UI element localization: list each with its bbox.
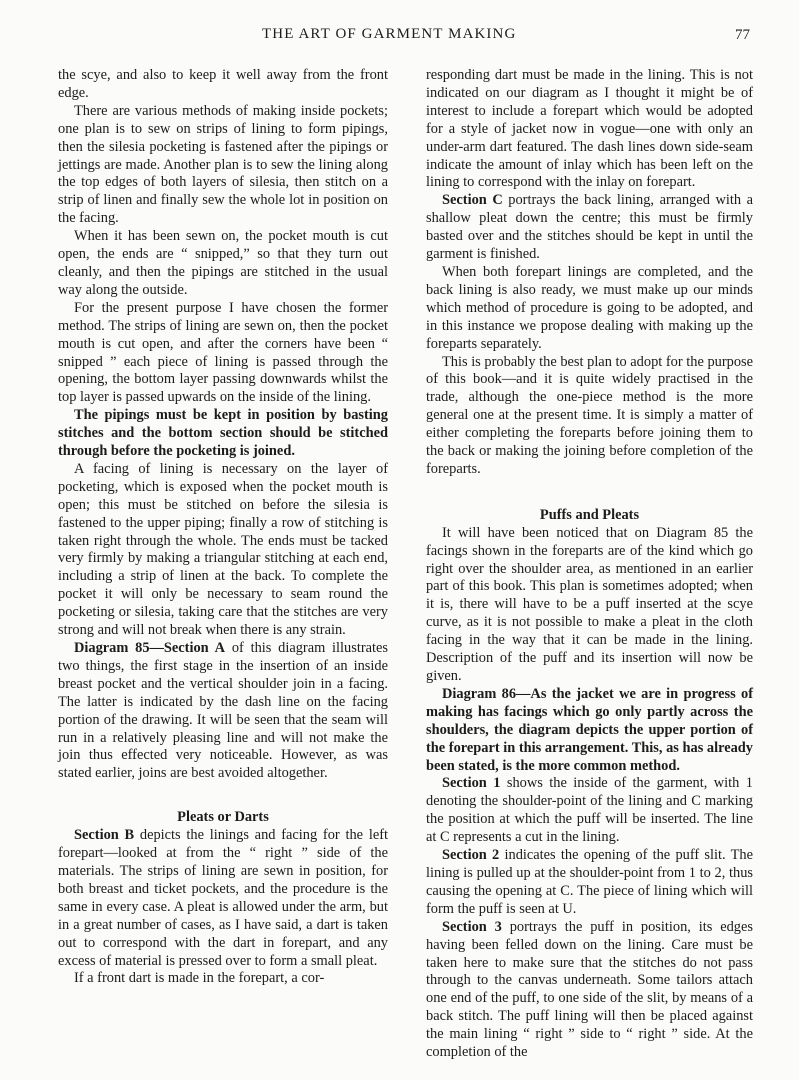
paragraph: A facing of lining is necessary on the layer of pocketing, which is exposed when the pocket mouth is open; this must be stitched on before the silesia is fastened to the upper piping; finally a row of stitching is taken right through the whole. The ends must be tacked very firmly by making a triangular stitching at each end, including a strip of linen at the back. To complete the pocket it will only be necessary to seam round the pocketing or silesia, taking care that the stitches are very strong and will not break when there is any strain. — [58, 460, 388, 639]
right-column — [426, 67, 753, 1062]
paragraph: If a front dart is made in the forepart, a cor- — [74, 970, 325, 987]
section-heading: Pleats or Darts — [177, 809, 269, 826]
paragraph-body: depicts the linings and facing for the left forepart—looked at from the “ right ” side of the materials. The strips of lining are sewn in position, for both breast and ticket pockets, and the procedure is the same in every case. A pleat is allowed under the arm, but in a great number of cases, as I have said, a dart is taken out to correspond with the dart in forepart, and any excess of material is pressed over to form a small pleat. — [58, 827, 388, 969]
paragraph-lead: Section C — [442, 192, 503, 209]
paragraph: There are various methods of making inside pockets; one plan is to sew on strips of lining to form pipings, then the silesia pocketing is fastened after the pipings or jettings are made. Another plan is to sew the lining along the top edges of both layers of silesia, then stitch on a strip of linen and finally sew the whole lot in position on the facing. — [58, 102, 388, 227]
paragraph-lead: Section 1 — [442, 775, 501, 792]
paragraph — [426, 775, 753, 847]
bold-paragraph: Diagram 86—As the jacket we are in progress of making has facings which go only partly across the shoulders, the diagram depicts the upper portion of the forepart in this arrangement. This, as has already been stated, is the more common method. — [426, 685, 753, 774]
paragraph-lead: Section B — [74, 827, 135, 844]
paragraph — [426, 919, 753, 1062]
paragraph: This is probably the best plan to adopt for the purpose of this book—and it is quite widely practised in the trade, although the one-piece method is the more general one at the present time. It is simply a matter of either completing the foreparts before joining them to the back or making the joining before completion of the foreparts. — [426, 353, 753, 477]
paragraph — [426, 192, 753, 264]
left-column — [58, 67, 388, 988]
bold-paragraph: The pipings must be kept in position by basting stitches and the bottom section should be stitched through before the pocketing is joined. — [58, 407, 388, 460]
paragraph-body: portrays the puff in position, its edges having been felled down on the lining. Care must be taken here to make sure that the stitches do not pass through to the canvas underneath. Some tailors attach one end of the puff, to one side of the slit, by means of a back stitch. The puff lining will then be placed against the main lining “ right ” side to “ right ” side. At the completion of the — [426, 918, 753, 1061]
paragraph: When it has been sewn on, the pocket mouth is cut open, the ends are “ snipped,” so that they turn out cleanly, and then the pipings are stitched in the usual way along the outside. — [58, 228, 388, 298]
paragraph: It will have been noticed that on Diagram 85 the facings shown in the foreparts are of the kind which go right over the shoulder area, as mentioned in an earlier part of this book. This plan is sometimes adopted; when it is, there will have to be a puff inserted at the scye curve, as it is not possible to make a pleat in the cloth facing in the way that it can be made in the lining. Description of the puff and its insertion will now be given. — [426, 524, 753, 684]
paragraph: When both forepart linings are completed, and the back lining is also ready, we must make up our minds which method of procedure is going to be adopted, and in this instance we propose dealing with making up the foreparts separately. — [426, 263, 753, 352]
paragraph-body: of this diagram illustrates two things, the first stage in the insertion of an inside breast pocket and the vertical shoulder join in a facing. The latter is indicated by the dash line on the facing portion of the drawing. It will be seen that the seam will run in a relatively pleasing line and will not make the join thus effected very noticeable. However, as was stated earlier, joins are best avoided altogether. — [58, 640, 388, 782]
paragraph-lead: Section 2 — [442, 847, 500, 864]
paragraph-body: indicates the opening of the puff slit. The lining is pulled up at the shoulder-point from 1 to 2, thus causing the opening at C. The piece of lining which will form the puff is seen at U. — [426, 847, 753, 917]
paragraph: responding dart must be made in the lining. This is not indicated on our diagram as I thought it might be of interest to include a forepart which would be adopted for a style of jacket now in vogue—one with only an under-arm dart featured. The dash lines down side-seam indicate the amount of inlay which has been left on the lining to correspond with the inlay on forepart. — [426, 67, 753, 191]
paragraph: the scye, and also to keep it well away from the front edge. — [58, 67, 388, 101]
section-heading: Puffs and Pleats — [539, 506, 640, 523]
paragraph: For the present purpose I have chosen the former method. The strips of lining are sewn on, then the pocket mouth is cut open, and after the corners have been “ snipped ” each piece of lining is passed through the opening, the bottom layer passing downwards whilst the top layer is passed upwards on the inside of the lining. — [58, 299, 388, 406]
paragraph — [426, 847, 753, 919]
page-header — [0, 26, 799, 48]
paragraph-lead: Section 3 — [442, 918, 502, 935]
paragraph — [58, 640, 388, 783]
running-title: THE ART OF GARMENT MAKING — [262, 26, 517, 42]
paragraph-lead: Diagram 85—Section A — [74, 640, 226, 656]
paragraph-body: portrays the back lining, arranged with a shallow pleat down the centre; this must be firmly basted over and the stitches should be kept in until the garment is finished. — [426, 192, 753, 263]
page-number: 77 — [735, 27, 750, 43]
paragraph-body: shows the inside of the garment, with 1 denoting the shoulder-point of the lining and C marking the position at which the puff will be inserted. The line at C represents a cut in the lining. — [426, 775, 753, 846]
paragraph — [58, 827, 388, 970]
